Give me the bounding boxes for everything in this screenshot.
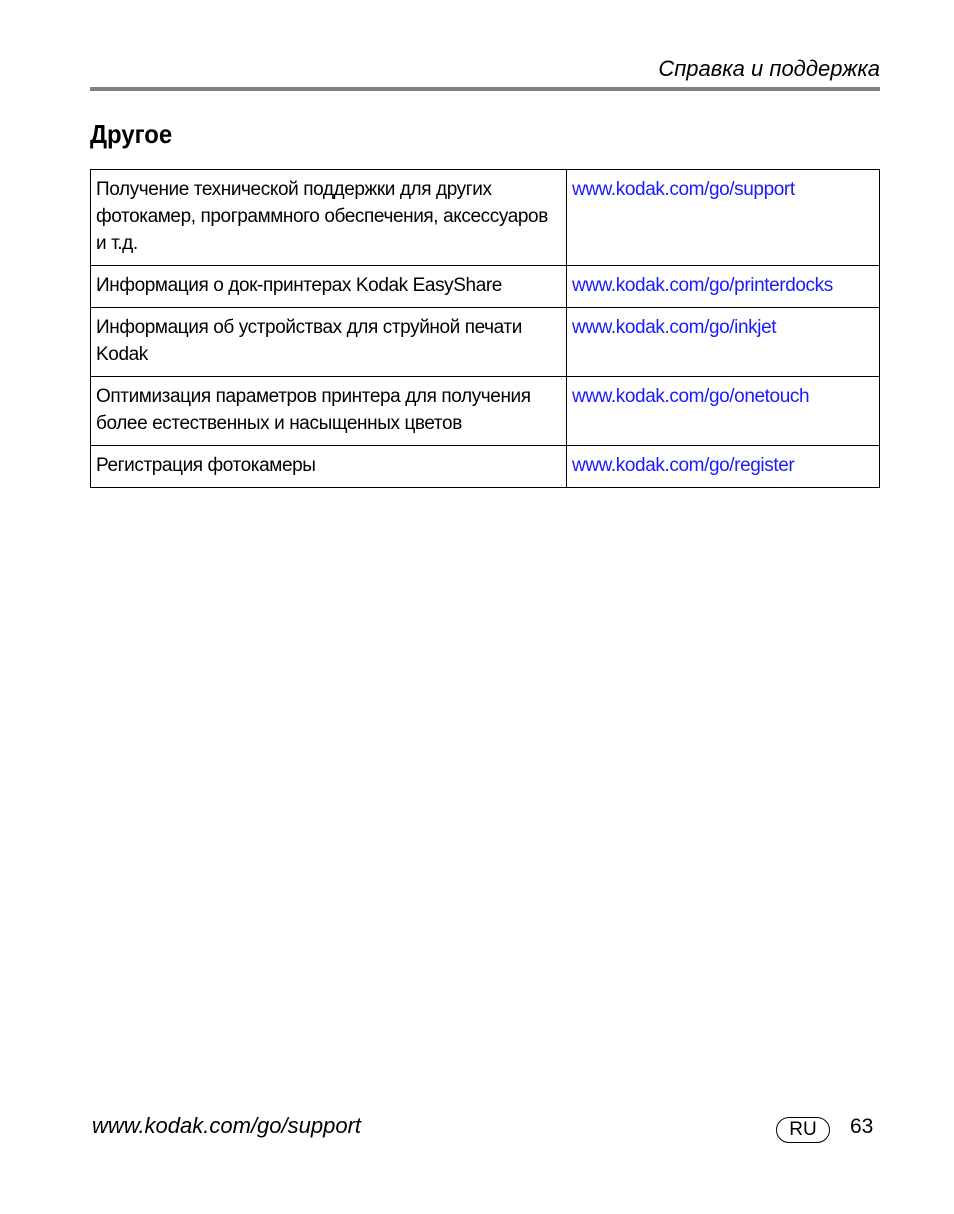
footer-url: www.kodak.com/go/support [92, 1113, 362, 1138]
onetouch-link[interactable]: www.kodak.com/go/onetouch [567, 377, 880, 446]
header-rule [90, 87, 880, 91]
row-description: Информация о док-принтерах Kodak EasyShare [91, 266, 567, 308]
table-row [91, 170, 880, 266]
running-header: Справка и поддержка [658, 56, 880, 81]
table-row [91, 446, 880, 488]
language-badge: RU [776, 1117, 830, 1143]
row-description: Оптимизация параметров принтера для получения более естественных и насыщенных цветов [91, 377, 567, 446]
row-description: Регистрация фотокамеры [91, 446, 567, 488]
table-row [91, 377, 880, 446]
register-link[interactable]: www.kodak.com/go/register [567, 446, 880, 488]
row-description: Получение технической поддержки для других фотокамер, программного обеспечения, аксессуаров и т.д. [91, 170, 567, 266]
row-description: Информация об устройствах для струйной печати Kodak [91, 308, 567, 377]
section-title: Другое [90, 119, 173, 149]
table-row [91, 266, 880, 308]
page-number: 63 [850, 1115, 874, 1138]
inkjet-link[interactable]: www.kodak.com/go/inkjet [567, 308, 880, 377]
support-table [90, 169, 880, 488]
table-row [91, 308, 880, 377]
support-link[interactable]: www.kodak.com/go/support [567, 170, 880, 266]
printerdocks-link[interactable]: www.kodak.com/go/printerdocks [567, 266, 880, 308]
